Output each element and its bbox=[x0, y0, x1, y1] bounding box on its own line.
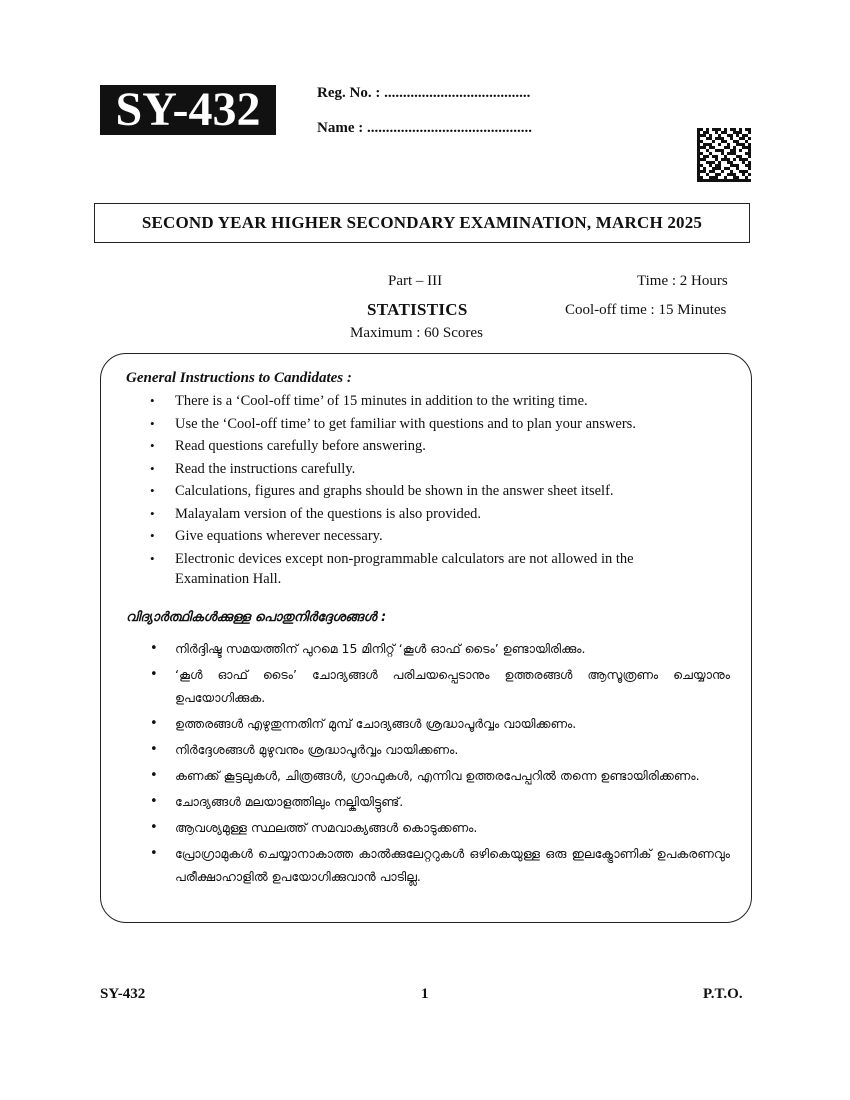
list-item bbox=[150, 459, 710, 479]
list-item bbox=[150, 663, 730, 709]
list-item bbox=[150, 391, 710, 411]
instructions-ml-list bbox=[150, 637, 730, 891]
footer-page-number: 1 bbox=[421, 986, 429, 1002]
bullet-icon: • bbox=[150, 483, 155, 498]
reg-no-field: Reg. No. : ....................................... bbox=[317, 85, 531, 101]
bullet-icon: • bbox=[150, 641, 158, 656]
instruction-text: Read questions carefully before answering. bbox=[175, 438, 426, 454]
list-item bbox=[150, 842, 730, 888]
list-item bbox=[150, 816, 730, 839]
list-item bbox=[150, 712, 730, 735]
bullet-icon: • bbox=[150, 667, 158, 682]
bullet-icon: • bbox=[150, 820, 158, 835]
bullet-icon: • bbox=[150, 415, 155, 431]
part-label: Part – III bbox=[388, 273, 443, 289]
list-item bbox=[150, 738, 730, 761]
name-field: Name : ............................................ bbox=[317, 120, 532, 136]
instruction-text: Malayalam version of the questions is also provided. bbox=[175, 505, 482, 522]
bullet-icon: • bbox=[150, 528, 155, 543]
bullet-icon: • bbox=[150, 716, 158, 731]
instruction-text: Use the ‘Cool-off time’ to get familiar with questions and to plan your answers. bbox=[175, 415, 636, 432]
bullet-icon: • bbox=[150, 438, 155, 453]
instruction-text: നിർദ്ദേശങ്ങൾ മുഴുവനും ശ്രദ്ധാപൂർവ്വം വായിക്കണം. bbox=[175, 742, 459, 757]
instruction-text: ‘കൂൾ ഓഫ് ടൈം’ ചോദ്യങ്ങൾ പരിചയപ്പെടാനും ഉത്തരങ്ങൾ ആസൂത്രണം ചെയ്യാനും ഉപയോഗിക്കുക. bbox=[175, 667, 730, 705]
instructions-ml-heading: വിദ്യാർത്ഥികൾക്കുള്ള പൊതുനിർദ്ദേശങ്ങൾ : bbox=[126, 610, 387, 625]
bullet-icon: • bbox=[150, 460, 155, 476]
instruction-text: കണക്ക് കൂട്ടലുകൾ, ചിത്രങ്ങൾ, ഗ്രാഫുകൾ, എന്നിവ ഉത്തരപേപ്പറിൽ തന്നെ ഉണ്ടായിരിക്കണം. bbox=[175, 768, 700, 783]
cool-off-label: Cool-off time : 15 Minutes bbox=[565, 302, 727, 318]
bullet-icon: • bbox=[150, 505, 155, 521]
footer-pto: P.T.O. bbox=[703, 986, 743, 1002]
bullet-icon: • bbox=[150, 846, 158, 861]
list-item bbox=[150, 637, 730, 660]
time-label: Time : 2 Hours bbox=[637, 273, 728, 289]
instruction-text: പ്രോഗ്രാമുകൾ ചെയ്യാനാകാത്ത കാൽക്കുലേറ്ററുകൾ ഒഴികെയുള്ള ഒരു ഇലക്ട്രോണിക് ഉപകരണവും പരീക്ഷാഹാളിൽ ഉപയോഗിക്കുവാൻ പാടില്ല. bbox=[175, 846, 730, 884]
max-score-label: Maximum : 60 Scores bbox=[350, 325, 483, 341]
subject-title: STATISTICS bbox=[367, 300, 468, 319]
list-item bbox=[150, 436, 710, 456]
list-item bbox=[150, 526, 710, 546]
bullet-icon: • bbox=[150, 550, 155, 566]
instruction-text: Give equations wherever necessary. bbox=[175, 528, 383, 544]
instruction-text: Electronic devices except non-programmable calculators are not allowed in the Examination Hall. bbox=[175, 550, 634, 587]
instruction-text: There is a ‘Cool-off time’ of 15 minutes in addition to the writing time. bbox=[175, 393, 588, 409]
list-item bbox=[150, 414, 710, 434]
list-item bbox=[150, 504, 710, 524]
list-item bbox=[150, 481, 710, 501]
instruction-text: നിർദ്ദിഷ്ട സമയത്തിന് പുറമെ 15 മിനിറ്റ് ‘കൂൾ ഓഫ് ടൈം’ ഉണ്ടായിരിക്കും. bbox=[175, 641, 586, 656]
exam-title: SECOND YEAR HIGHER SECONDARY EXAMINATION, MARCH 2025 bbox=[94, 203, 750, 243]
instruction-text: Read the instructions carefully. bbox=[175, 460, 356, 477]
paper-code-badge: SY-432 bbox=[100, 85, 276, 135]
instruction-text: ചോദ്യങ്ങൾ മലയാളത്തിലും നല്കിയിട്ടുണ്ട്. bbox=[175, 794, 404, 809]
list-item bbox=[150, 790, 730, 813]
bullet-icon: • bbox=[150, 768, 158, 783]
instruction-text: ആവശ്യമുള്ള സ്ഥലത്ത് സമവാക്യങ്ങൾ കൊടുക്കണം. bbox=[175, 820, 478, 835]
bullet-icon: • bbox=[150, 794, 158, 809]
bullet-icon: • bbox=[150, 742, 158, 757]
instruction-text: ഉത്തരങ്ങൾ എഴുതുന്നതിന് മുമ്പ് ചോദ്യങ്ങൾ ശ്രദ്ധാപൂർവ്വം വായിക്കണം. bbox=[175, 716, 577, 731]
qr-code-icon bbox=[697, 128, 751, 182]
instruction-text: Calculations, figures and graphs should be shown in the answer sheet itself. bbox=[175, 483, 614, 499]
instructions-en-list bbox=[150, 391, 710, 591]
list-item bbox=[150, 549, 710, 589]
footer-paper-code: SY-432 bbox=[100, 986, 146, 1002]
instructions-en-heading: General Instructions to Candidates : bbox=[126, 370, 352, 386]
bullet-icon: • bbox=[150, 393, 155, 408]
list-item bbox=[150, 764, 730, 787]
